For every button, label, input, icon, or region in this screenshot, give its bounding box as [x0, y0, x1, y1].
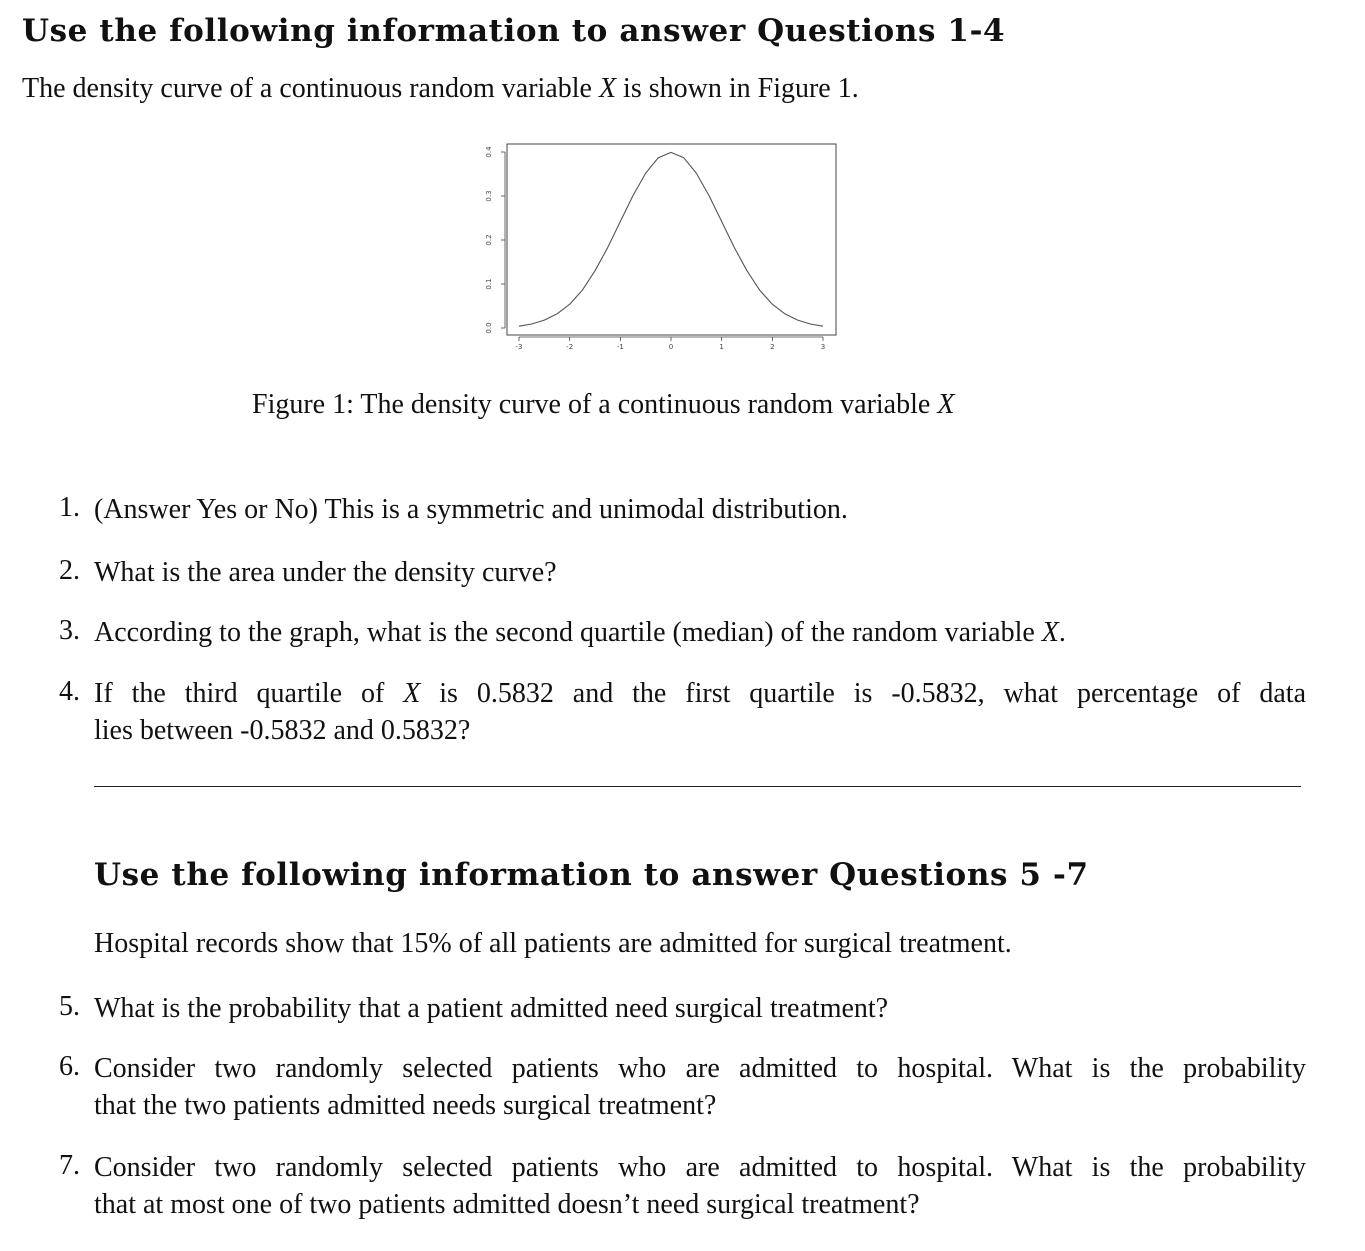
y-tick-label: 0.4 — [485, 146, 493, 158]
question-number: 6. — [59, 1051, 80, 1082]
question-text — [94, 554, 1306, 591]
question-text — [94, 990, 1306, 1027]
section1-heading: Use the following information to answer Questions 1-4 — [22, 13, 1006, 49]
x-tick-label: -1 — [616, 343, 624, 351]
section2-heading: Use the following information to answer Questions 5 -7 — [94, 857, 1089, 893]
y-tick-label: 0.2 — [485, 234, 493, 246]
question-line: Consider two randomly selected patients who are admitted to hospital. What is the probability — [94, 1152, 1306, 1183]
question-line: If the third quartile of X is 0.5832 and the first quartile is -0.5832, what percentage of data — [94, 678, 1306, 709]
question-text — [94, 1149, 1306, 1223]
question-line: What is the probability that a patient admitted need surgical treatment? — [94, 993, 889, 1024]
question-number: 1. — [59, 492, 80, 523]
density-curve-figure — [478, 138, 848, 360]
figure-caption: Figure 1: The density curve of a continuous random variable X — [252, 389, 955, 420]
plot-frame — [507, 144, 836, 335]
question-line: Consider two randomly selected patients who are admitted to hospital. What is the probability — [94, 1053, 1306, 1084]
question-line: that the two patients admitted needs surgical treatment? — [94, 1090, 717, 1121]
x-tick-label: -2 — [566, 343, 574, 351]
question-line: that at most one of two patients admitted doesn’t need surgical treatment? — [94, 1189, 920, 1220]
density-curve-line — [519, 152, 823, 326]
section-divider — [94, 786, 1301, 787]
question-number: 3. — [59, 615, 80, 646]
question-line: (Answer Yes or No) This is a symmetric and unimodal distribution. — [94, 494, 848, 525]
x-tick-label: 0 — [668, 343, 674, 351]
question-text — [94, 614, 1306, 651]
x-tick-label: 2 — [770, 343, 775, 351]
question-line: What is the area under the density curve? — [94, 557, 557, 588]
x-tick-label: 3 — [820, 343, 826, 351]
question-text — [94, 675, 1306, 749]
x-tick-label: 1 — [719, 343, 724, 351]
question-number: 4. — [59, 676, 80, 707]
y-tick-label: 0.0 — [485, 322, 493, 334]
question-text — [94, 491, 1306, 528]
question-text — [94, 1050, 1306, 1124]
question-number: 5. — [59, 991, 80, 1022]
y-tick-label: 0.3 — [485, 190, 493, 202]
question-number: 7. — [59, 1150, 80, 1181]
question-line: According to the graph, what is the second quartile (median) of the random variable X. — [94, 617, 1066, 648]
x-tick-label: -3 — [515, 343, 523, 351]
question-line: lies between -0.5832 and 0.5832? — [94, 715, 471, 746]
question-number: 2. — [59, 555, 80, 586]
y-tick-label: 0.1 — [485, 278, 493, 290]
section1-intro: The density curve of a continuous random variable X is shown in Figure 1. — [22, 73, 859, 104]
section2-intro: Hospital records show that 15% of all patients are admitted for surgical treatment. — [94, 928, 1012, 959]
